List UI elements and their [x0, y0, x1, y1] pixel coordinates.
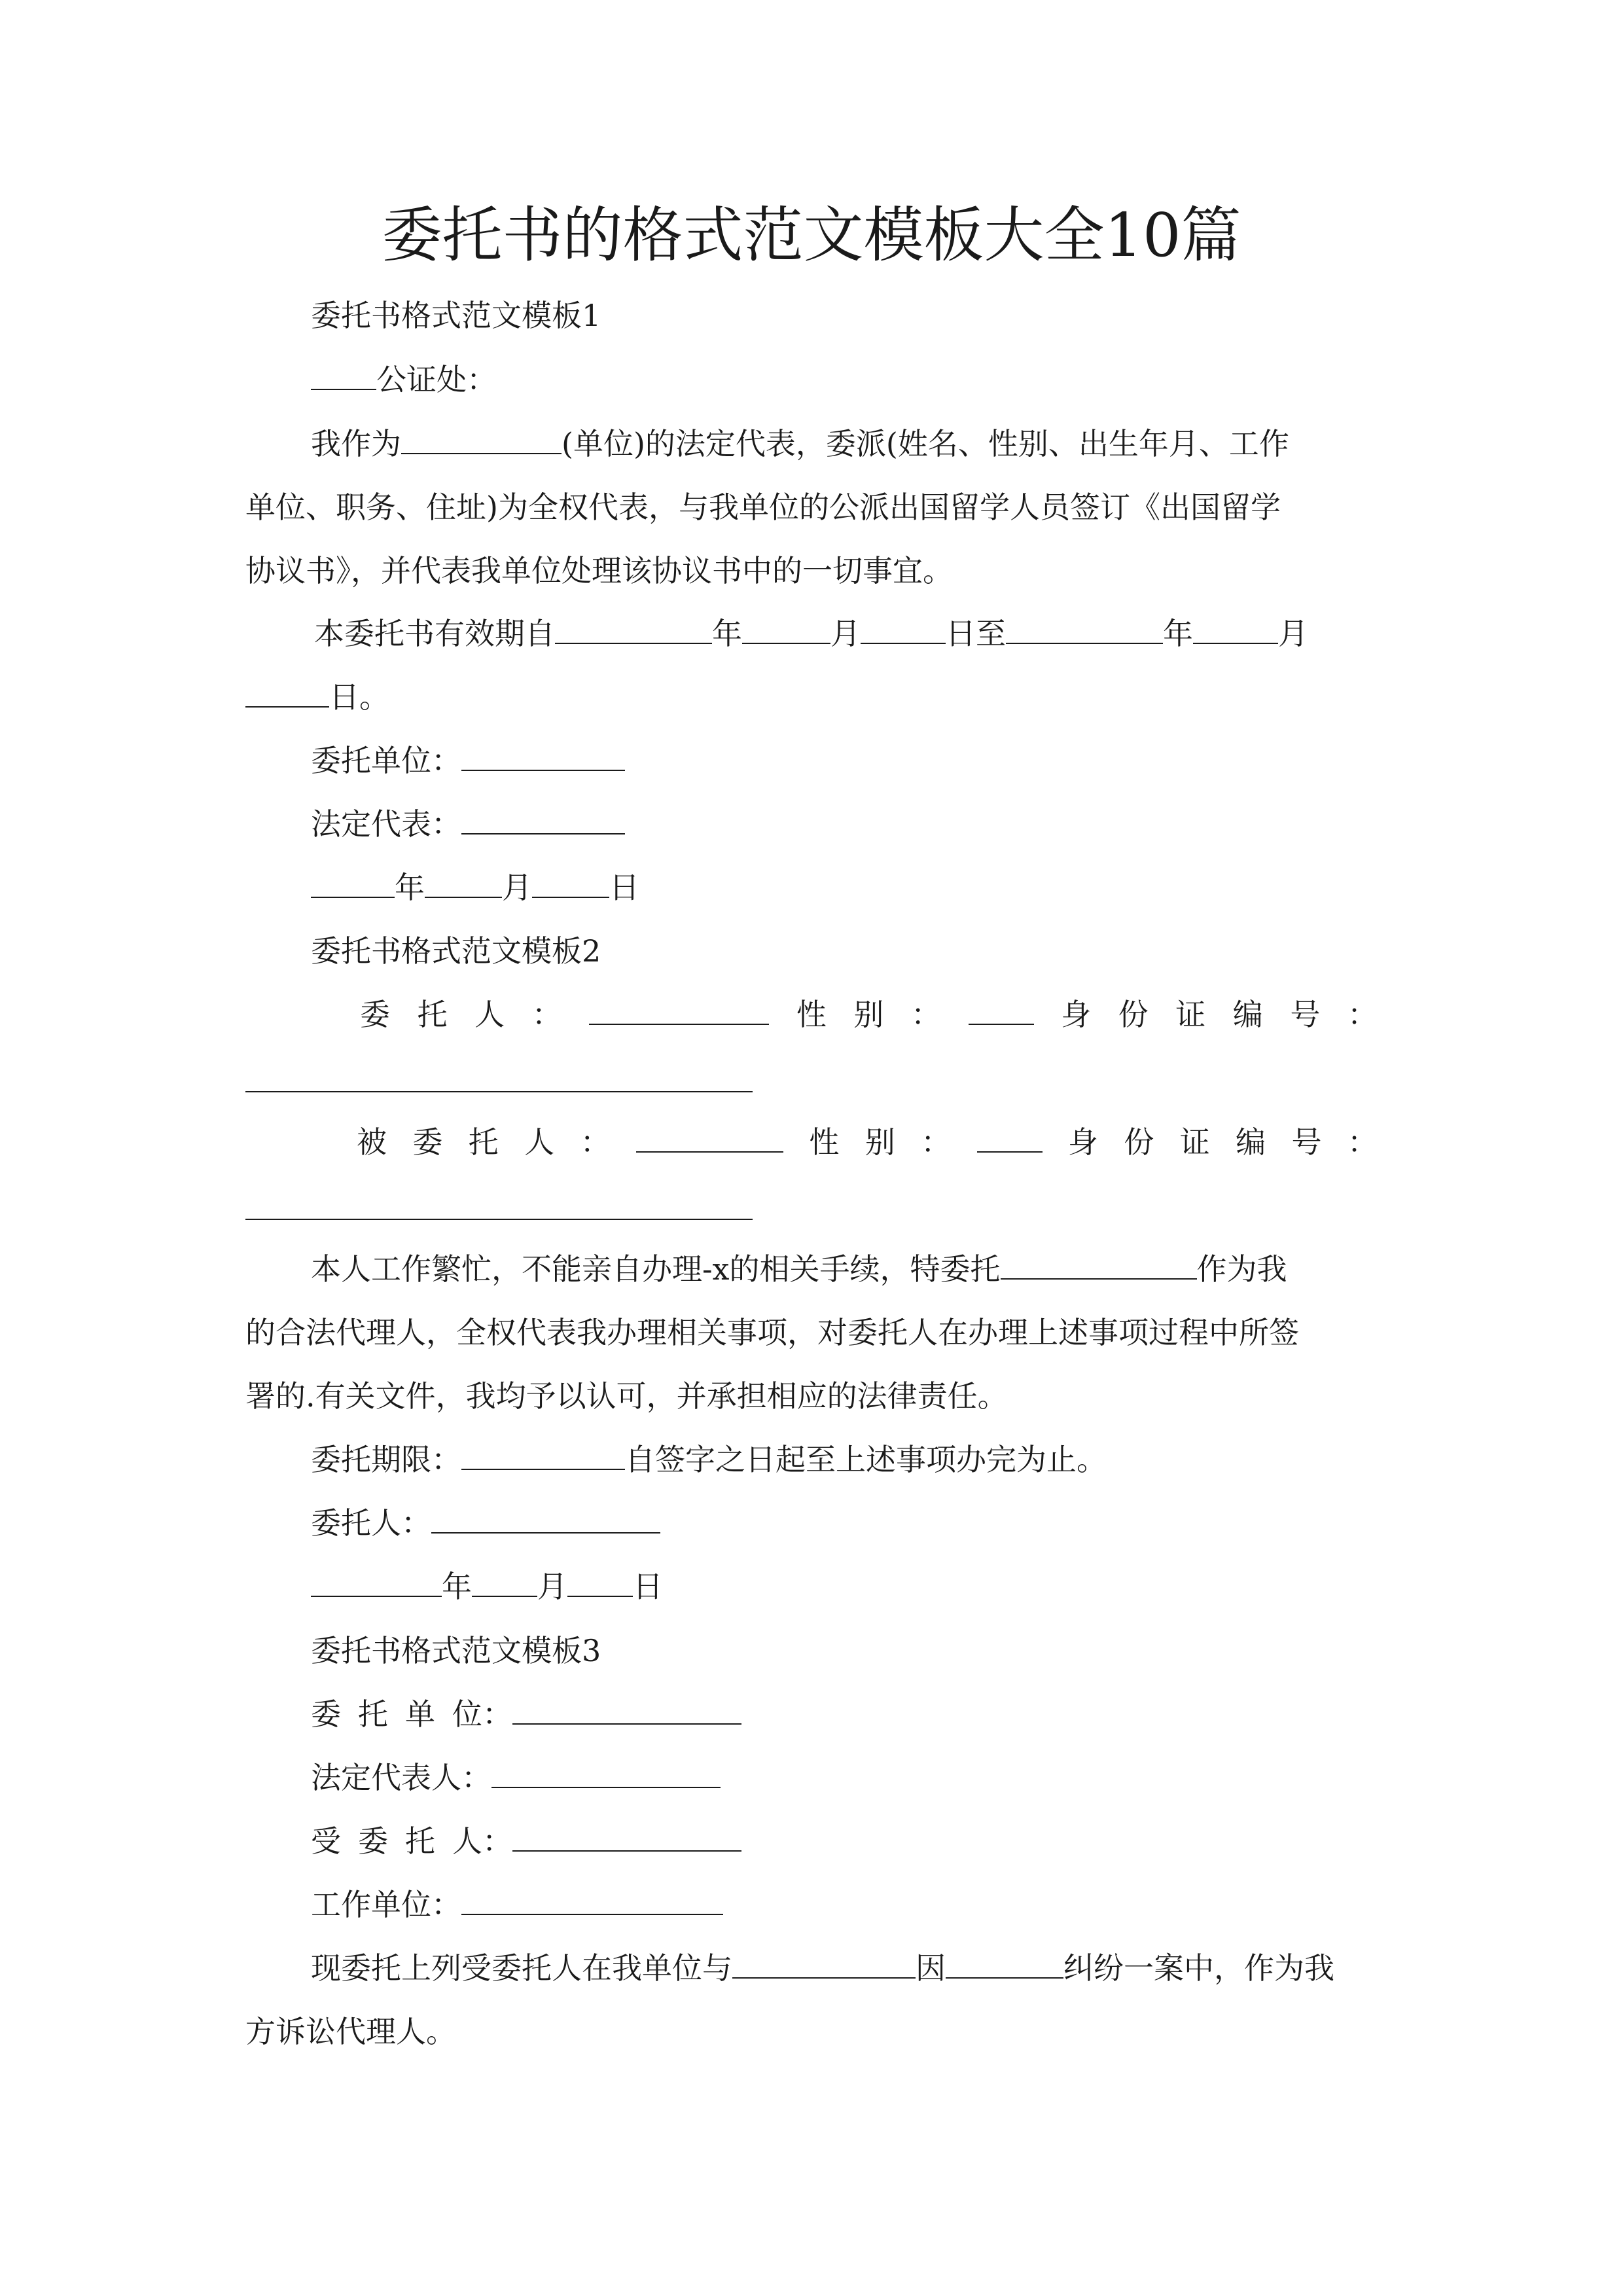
- principal-gender-blank: [969, 997, 1034, 1025]
- agent-info-line: [245, 1124, 1378, 1160]
- month-label: 月: [537, 1569, 567, 1604]
- id-char: 编: [1236, 1124, 1266, 1160]
- t3-unit-line: [311, 1696, 741, 1732]
- counterparty-blank: [732, 1951, 916, 1979]
- id-char: 证: [1175, 997, 1206, 1032]
- t3-p1-text-b: 因: [916, 1950, 946, 1986]
- t1-date-line: [311, 869, 639, 906]
- t3-paragraph-line-2: 方诉讼代理人。: [245, 2014, 456, 2049]
- principal-info-line: [245, 996, 1378, 1033]
- agent-char: 受: [311, 1823, 341, 1859]
- t2-p1-text-b: 作为我: [1196, 1251, 1287, 1287]
- t3-rep-blank: [491, 1761, 721, 1788]
- notary-line: [311, 361, 497, 398]
- agent-char: 委: [358, 1823, 388, 1859]
- day-label: 日: [633, 1569, 663, 1604]
- principal-char: 托: [417, 997, 448, 1032]
- id-char: ：: [1347, 997, 1378, 1032]
- id-char: 证: [1179, 1124, 1210, 1160]
- id-char: 号: [1291, 1124, 1322, 1160]
- dispute-blank: [946, 1951, 1063, 1979]
- t3-unit-blank: [512, 1697, 741, 1725]
- end-month-blank: [1193, 617, 1278, 644]
- year-label: 年: [442, 1569, 472, 1604]
- id-char: 身: [1067, 1124, 1098, 1160]
- agent-name-blank: [636, 1125, 783, 1153]
- month-label: 月: [830, 616, 861, 651]
- unit-char: 位：: [452, 1696, 512, 1732]
- signer-label: 委托人：: [311, 1505, 431, 1541]
- unit-name-blank: [401, 427, 562, 454]
- principal-unit-label: 委托单位：: [311, 743, 461, 778]
- date-year-blank: [311, 1570, 442, 1597]
- section-heading-3: 委托书格式范文模板3: [311, 1633, 601, 1668]
- date-month-blank: [472, 1570, 537, 1597]
- term-text: 自签字之日起至上述事项办完为止。: [625, 1442, 1107, 1477]
- notary-label: 公证处：: [376, 362, 497, 397]
- year-label: 年: [712, 616, 742, 651]
- gender-char: 性: [809, 1124, 840, 1160]
- t1-paragraph-line-2: 单位、职务、住址)为全权代表，与我单位的公派出国留学人员签订《出国留学: [245, 490, 1281, 525]
- t3-work-blank: [461, 1888, 723, 1915]
- t2-paragraph-line-1: [311, 1251, 1287, 1287]
- id-char: 份: [1124, 1124, 1154, 1160]
- t3-agent-line: [311, 1823, 741, 1859]
- t3-work-label: 工作单位：: [311, 1887, 461, 1922]
- principal-name-blank: [589, 997, 769, 1025]
- date-month-blank: [425, 870, 502, 898]
- validity-label: 本委托书有效期自: [314, 616, 555, 651]
- t3-paragraph-line-1: [311, 1950, 1334, 1986]
- validity-line-2: [245, 679, 389, 715]
- gender-char: ：: [921, 1124, 952, 1160]
- start-month-blank: [742, 617, 830, 644]
- section-heading-1: 委托书格式范文模板1: [311, 298, 601, 333]
- end-day-blank: [245, 680, 329, 708]
- agent-char: 委: [412, 1124, 443, 1160]
- agent-gender-blank: [977, 1125, 1043, 1153]
- end-year-blank: [1006, 617, 1163, 644]
- unit-char: 委: [311, 1696, 341, 1732]
- section-heading-2: 委托书格式范文模板2: [311, 933, 601, 969]
- date-year-blank: [311, 870, 395, 898]
- notary-blank: [311, 363, 376, 390]
- t2-paragraph-line-2: 的合法代理人，全权代表我办理相关事项，对委托人在办理上述事项过程中所签: [245, 1315, 1299, 1350]
- gender-char: 性: [796, 997, 827, 1032]
- start-day-blank: [861, 617, 946, 644]
- id-char: 号: [1290, 997, 1321, 1032]
- month-label: 月: [502, 870, 532, 905]
- year-label: 年: [1163, 616, 1193, 651]
- legal-rep-label: 法定代表：: [311, 806, 461, 842]
- principal-unit-line: [311, 742, 625, 779]
- principal-char: 人: [474, 997, 505, 1032]
- signer-blank: [431, 1506, 660, 1534]
- date-day-blank: [532, 870, 609, 898]
- agent-char: 人: [524, 1124, 555, 1160]
- t2-paragraph-line-3: 署的.有关文件，我均予以认可，并承担相应的法律责任。: [245, 1378, 1008, 1414]
- gender-char: 别: [865, 1124, 895, 1160]
- gender-char: ：: [910, 997, 941, 1032]
- agent-char: ：: [580, 1124, 611, 1160]
- unit-char: 单: [405, 1696, 435, 1732]
- gender-char: 别: [853, 997, 884, 1032]
- term-label: 委托期限：: [311, 1442, 461, 1477]
- agent-id-blank: [245, 1219, 753, 1220]
- validity-line: [314, 615, 1308, 652]
- t1-p1-text-a: 我作为: [311, 426, 401, 461]
- legal-rep-blank: [461, 807, 625, 834]
- signer-line: [311, 1505, 660, 1541]
- month-label: 月: [1278, 616, 1308, 651]
- trustee-blank: [1001, 1252, 1197, 1280]
- principal-char: 委: [360, 997, 390, 1032]
- agent-char: 人：: [452, 1823, 512, 1859]
- legal-rep-line: [311, 806, 625, 842]
- date-day-blank: [567, 1570, 633, 1597]
- term-blank: [461, 1443, 625, 1470]
- id-char: 身: [1061, 997, 1092, 1032]
- agent-char: 托: [468, 1124, 499, 1160]
- t1-paragraph-line-1: [311, 425, 1289, 462]
- unit-char: 托: [358, 1696, 388, 1732]
- document-title: 委托书的格式范文模板大全10篇: [382, 200, 1241, 270]
- end-day-label: 日。: [329, 679, 389, 715]
- principal-unit-blank: [461, 744, 625, 771]
- to-day-label: 日至: [946, 616, 1006, 651]
- t2-date-line: [311, 1568, 663, 1605]
- t3-agent-blank: [512, 1824, 741, 1852]
- t3-work-line: [311, 1886, 723, 1923]
- principal-char: ：: [531, 997, 562, 1032]
- t2-p1-text-a: 本人工作繁忙，不能亲自办理-x的相关手续，特委托: [311, 1251, 1001, 1287]
- principal-id-blank: [245, 1091, 753, 1092]
- id-char: 编: [1232, 997, 1263, 1032]
- t3-p1-text-c: 纠纷一案中，作为我: [1063, 1950, 1334, 1986]
- start-year-blank: [555, 617, 712, 644]
- agent-char: 托: [405, 1823, 435, 1859]
- id-char: 份: [1118, 997, 1149, 1032]
- year-label: 年: [395, 870, 425, 905]
- day-label: 日: [609, 870, 639, 905]
- id-char: ：: [1347, 1124, 1378, 1160]
- t3-rep-label: 法定代表人：: [311, 1760, 491, 1795]
- t1-paragraph-line-3: 协议书》，并代表我单位处理该协议书中的一切事宜。: [245, 553, 953, 588]
- agent-char: 被: [357, 1124, 387, 1160]
- t3-rep-line: [311, 1759, 721, 1796]
- t1-p1-text-b: (单位)的法定代表，委派(姓名、性别、出生年月、工作: [562, 426, 1289, 461]
- term-line: [311, 1441, 1107, 1478]
- t3-p1-text-a: 现委托上列受委托人在我单位与: [311, 1950, 732, 1986]
